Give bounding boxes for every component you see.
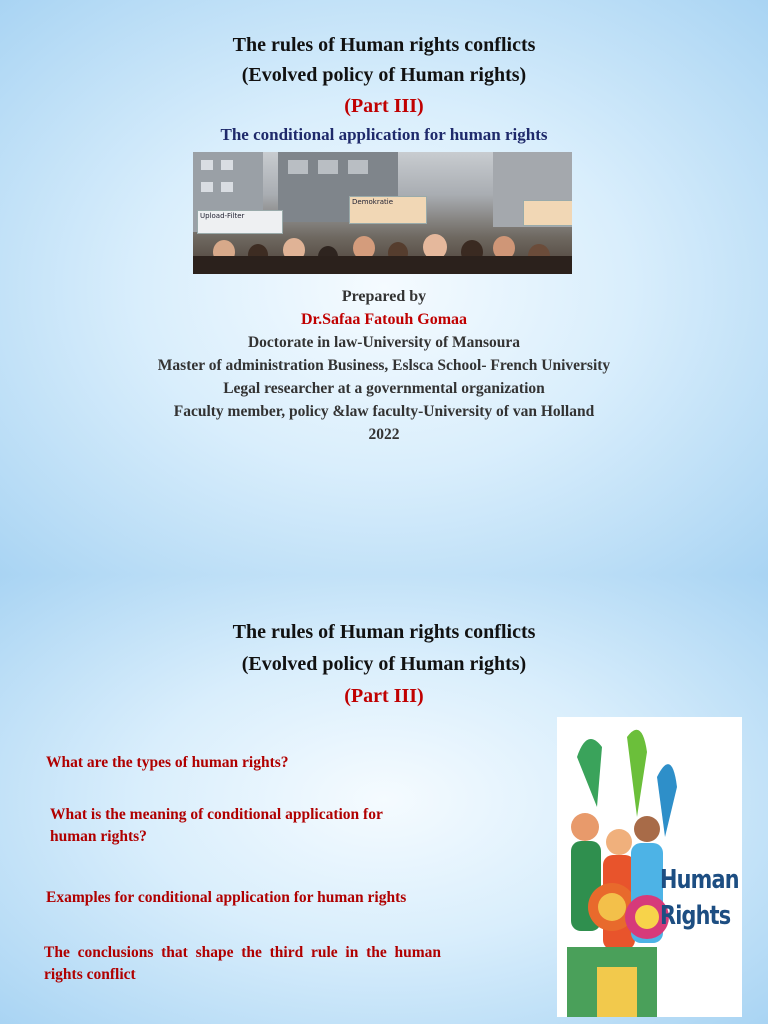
question-conclusions-line1: The conclusions that shape the third rule in the human [44,944,442,961]
slide-part-label: (Part III) [344,685,424,707]
slide-title-line1: The rules of Human rights conflicts [232,621,536,643]
question-conclusions-line2: rights conflict [44,966,136,983]
protest-sign-right [523,200,572,226]
rights-text: Rights [660,901,731,931]
slide-title-line1: The rules of Human rights conflicts [232,34,536,56]
credential-2: Master of administration Business, Eslsca School- French University [157,357,611,374]
protest-crowd-photo [193,152,572,274]
outline-slide [0,575,768,1024]
question-meaning-line1: What is the meaning of conditional application for [50,806,383,823]
question-examples: Examples for conditional application for human rights [46,889,407,906]
slide-part-label: (Part III) [344,95,424,117]
question-types: What are the types of human rights? [46,754,289,771]
year: 2022 [368,426,400,443]
upload-filter-sign: Upload-Filter [197,210,283,234]
author-name: Dr.Safaa Fatouh Gomaa [300,311,468,328]
slide-subtitle: The conditional application for human rights [220,125,548,144]
human-rights-illustration [557,717,742,1017]
human-text: Human [660,865,739,895]
slide-title-line2: (Evolved policy of Human rights) [241,64,527,86]
demokratie-sign: Demokratie [349,196,427,224]
credential-1: Doctorate in law-University of Mansoura [247,334,521,351]
question-meaning-line2: human rights? [50,828,147,845]
credential-3: Legal researcher at a governmental organization [223,380,545,397]
slide-title-line2: (Evolved policy of Human rights) [241,653,527,675]
prepared-by-label: Prepared by [341,288,427,305]
credential-4: Faculty member, policy &law faculty-University of van Holland [173,403,595,420]
